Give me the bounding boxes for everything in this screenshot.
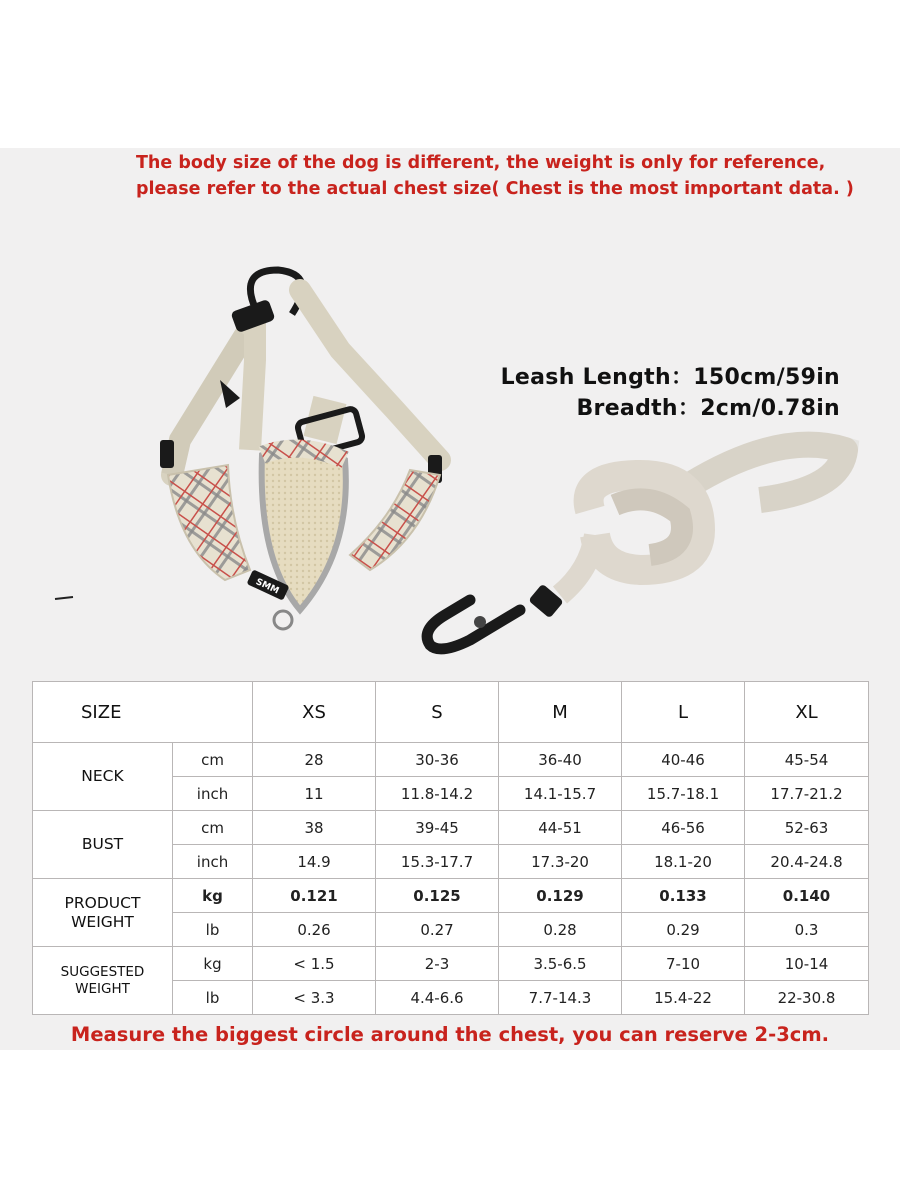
size-xs-header: XS: [253, 682, 376, 743]
leash-length-label: Leash Length：: [500, 365, 694, 390]
table-cell: 52-63: [745, 811, 869, 845]
notice-line-2: please refer to the actual chest size( Chest is the most important data. ): [136, 179, 854, 199]
table-cell: 7.7-14.3: [499, 981, 622, 1015]
product-weight-label: [33, 879, 173, 947]
size-notice: [136, 150, 856, 202]
table-cell: 22-30.8: [745, 981, 869, 1015]
table-header-row: [33, 682, 869, 743]
table-cell: 0.121: [253, 879, 376, 913]
table-cell: 36-40: [499, 743, 622, 777]
table-row: [33, 947, 869, 981]
unit-cell: kg: [173, 879, 253, 913]
table-row: [33, 743, 869, 777]
table-cell: 15.3-17.7: [376, 845, 499, 879]
divider-mark: [55, 597, 73, 599]
breadth-spec: [576, 391, 840, 422]
harness-illustration: [160, 270, 442, 629]
size-s-header: S: [376, 682, 499, 743]
unit-cell: lb: [173, 981, 253, 1015]
table-cell: 10-14: [745, 947, 869, 981]
table-cell: 14.1-15.7: [499, 777, 622, 811]
table-cell: 4.4-6.6: [376, 981, 499, 1015]
suggested-weight-label-line2: WEIGHT: [75, 980, 130, 997]
harness-tag: SMM: [253, 577, 281, 597]
leash-length-value: 150cm/59in: [693, 365, 840, 390]
table-cell: 0.129: [499, 879, 622, 913]
table-cell: 39-45: [376, 811, 499, 845]
table-cell: 30-36: [376, 743, 499, 777]
table-cell: 0.28: [499, 913, 622, 947]
table-cell: < 1.5: [253, 947, 376, 981]
product-weight-label-line2: WEIGHT: [71, 912, 134, 931]
table-cell: 28: [253, 743, 376, 777]
size-chart-table: [32, 681, 869, 1015]
table-cell: 38: [253, 811, 376, 845]
table-cell: 0.125: [376, 879, 499, 913]
suggested-weight-label: [33, 947, 173, 1015]
table-cell: 7-10: [622, 947, 745, 981]
measurement-tip: Measure the biggest circle around the chest, you can reserve 2-3cm.: [70, 1023, 830, 1046]
table-cell: 0.140: [745, 879, 869, 913]
unit-cell: cm: [173, 811, 253, 845]
table-cell: 46-56: [622, 811, 745, 845]
unit-cell: lb: [173, 913, 253, 947]
notice-line-1: The body size of the dog is different, the weight is only for reference,: [136, 153, 826, 173]
unit-cell: cm: [173, 743, 253, 777]
breadth-value: 2cm/0.78in: [700, 396, 840, 421]
size-header: SIZE: [33, 682, 253, 743]
neck-label: NECK: [33, 743, 173, 811]
table-cell: 14.9: [253, 845, 376, 879]
table-cell: 44-51: [499, 811, 622, 845]
table-cell: 15.7-18.1: [622, 777, 745, 811]
table-cell: 17.3-20: [499, 845, 622, 879]
table-cell: 2-3: [376, 947, 499, 981]
suggested-weight-label-line1: SUGGESTED: [60, 963, 145, 980]
table-cell: 0.133: [622, 879, 745, 913]
table-cell: 0.27: [376, 913, 499, 947]
table-cell: 3.5-6.5: [499, 947, 622, 981]
unit-cell: inch: [173, 845, 253, 879]
table-cell: < 3.3: [253, 981, 376, 1015]
table-cell: 40-46: [622, 743, 745, 777]
table-cell: 45-54: [745, 743, 869, 777]
table-cell: 17.7-21.2: [745, 777, 869, 811]
size-l-header: L: [622, 682, 745, 743]
size-m-header: M: [499, 682, 622, 743]
table-row: [33, 879, 869, 913]
table-cell: 15.4-22: [622, 981, 745, 1015]
table-row: [33, 811, 869, 845]
table-cell: 0.3: [745, 913, 869, 947]
leash-length-spec: [501, 360, 840, 391]
product-weight-label-line1: PRODUCT: [64, 893, 141, 912]
table-cell: 0.26: [253, 913, 376, 947]
bust-label: BUST: [33, 811, 173, 879]
table-cell: 18.1-20: [622, 845, 745, 879]
unit-cell: inch: [173, 777, 253, 811]
table-cell: 11: [253, 777, 376, 811]
size-xl-header: XL: [745, 682, 869, 743]
unit-cell: kg: [173, 947, 253, 981]
leash-illustration: [427, 445, 845, 649]
snap-hook-icon: [427, 584, 564, 649]
table-cell: 20.4-24.8: [745, 845, 869, 879]
table-cell: 11.8-14.2: [376, 777, 499, 811]
product-image: [0, 250, 900, 680]
breadth-label: Breadth：: [576, 396, 701, 421]
table-cell: 0.29: [622, 913, 745, 947]
